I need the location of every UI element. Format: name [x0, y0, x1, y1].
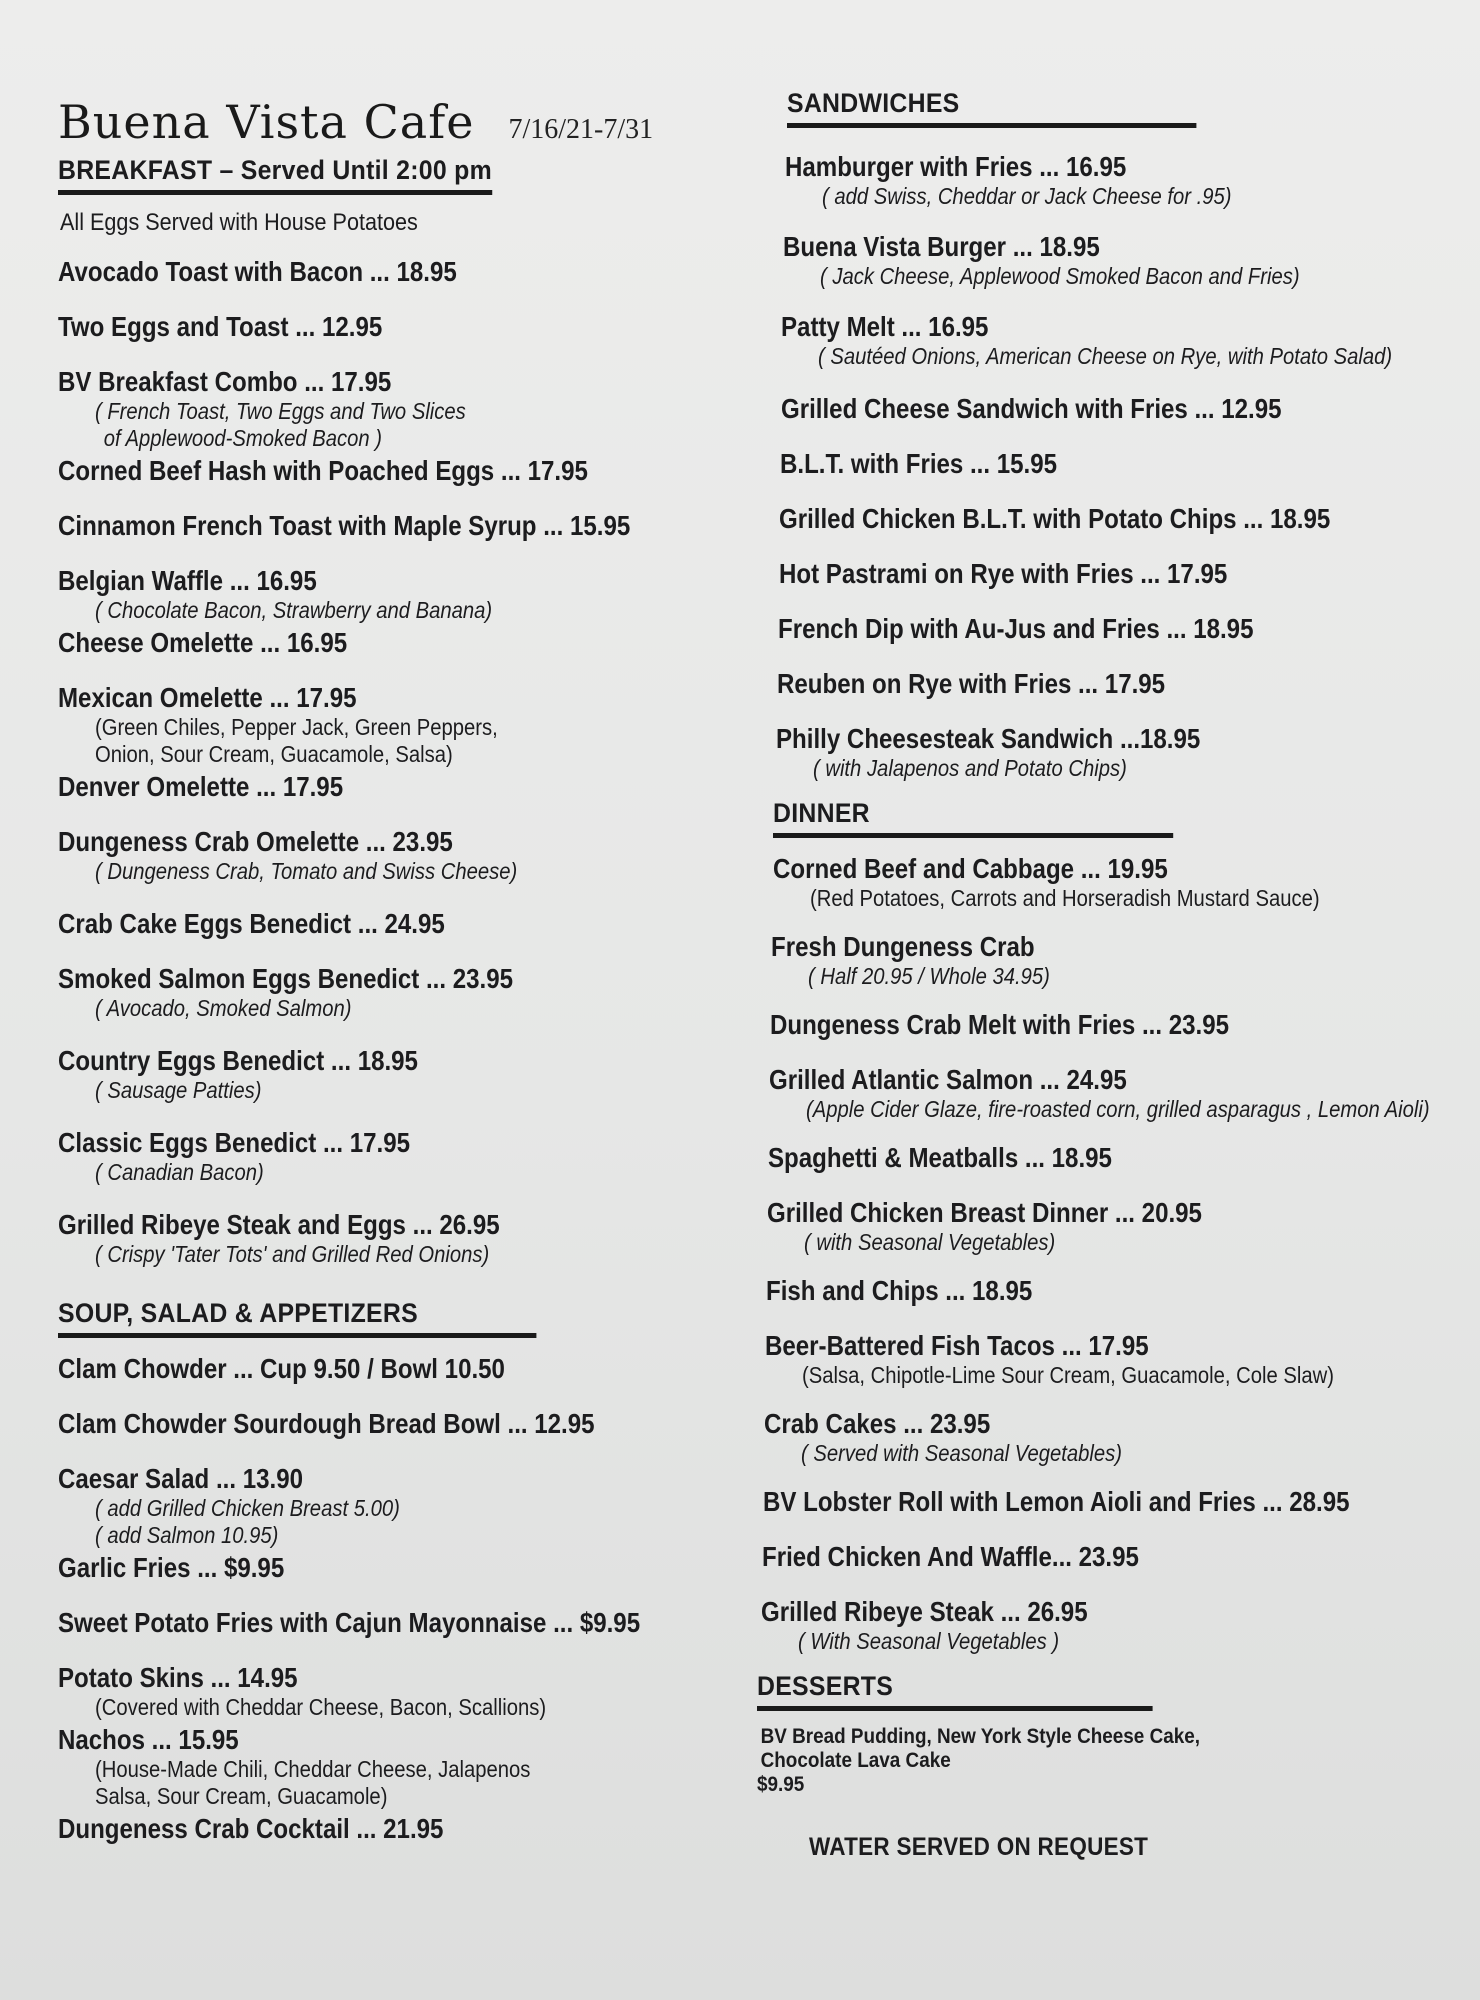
menu-item [58, 1126, 738, 1186]
menu-item [781, 392, 1447, 425]
item-name: Clam Chowder ... Cup 9.50 / Bowl 10.50 [58, 1353, 505, 1384]
menu-item [58, 626, 738, 659]
item-description: ( add Salmon 10.95) [94, 1522, 279, 1548]
menu-item [58, 962, 738, 1022]
menu-item [785, 150, 1447, 210]
item-description: ( Jack Cheese, Applewood Smoked Bacon and Fries) [819, 263, 1300, 289]
menu-item [58, 564, 738, 624]
item-name: Sweet Potato Fries with Cajun Mayonnaise ... $9.95 [58, 1607, 641, 1638]
item-name: Dungeness Crab Omelette ... 23.95 [58, 826, 453, 857]
item-name: Caesar Salad ... 13.90 [58, 1463, 303, 1494]
item-description: (Red Potatoes, Carrots and Horseradish Mustard Sauce) [809, 885, 1320, 911]
menu-item [58, 454, 738, 487]
item-name: Grilled Atlantic Salmon ... 24.95 [769, 1064, 1127, 1095]
item-name: Clam Chowder Sourdough Bread Bowl ... 12.95 [58, 1408, 595, 1439]
item-name: Grilled Ribeye Steak ... 26.95 [761, 1596, 1088, 1627]
item-name: Grilled Ribeye Steak and Eggs ... 26.95 [58, 1209, 500, 1240]
item-description: (Covered with Cheddar Cheese, Bacon, Scallions) [94, 1694, 547, 1720]
item-description: (House-Made Chili, Cheddar Cheese, Jalapenos [94, 1756, 531, 1782]
item-description: ( Avocado, Smoked Salmon) [94, 995, 352, 1021]
item-description: ( Crispy 'Tater Tots' and Grilled Red Onions) [94, 1241, 490, 1267]
menu-item [779, 502, 1447, 535]
menu-item [58, 1044, 738, 1104]
menu-item [763, 1485, 1447, 1518]
menu-item [778, 612, 1447, 645]
item-name: BV Breakfast Combo ... 17.95 [58, 366, 392, 397]
item-description: ( Chocolate Bacon, Strawberry and Banana) [94, 597, 493, 623]
menu-item [58, 1661, 738, 1721]
item-name: Patty Melt ... 16.95 [781, 311, 989, 342]
item-description: Onion, Sour Cream, Guacamole, Salsa) [94, 741, 453, 767]
item-name: Smoked Salmon Eggs Benedict ... 23.95 [58, 963, 513, 994]
menu-item [58, 1606, 738, 1639]
item-name: Dungeness Crab Melt with Fries ... 23.95 [770, 1009, 1229, 1040]
item-name: Crab Cakes ... 23.95 [764, 1408, 991, 1439]
menu-item [58, 681, 738, 768]
item-description: ( Sausage Patties) [94, 1077, 262, 1103]
menu-item [783, 230, 1447, 290]
item-name: Grilled Cheese Sandwich with Fries ... 12.95 [781, 393, 1282, 424]
dessert-price: $9.95 [757, 1773, 805, 1796]
menu-item [777, 667, 1447, 700]
menu-item [58, 907, 738, 940]
item-name: Avocado Toast with Bacon ... 18.95 [58, 256, 457, 287]
item-description: ( With Seasonal Vegetables ) [797, 1628, 1060, 1654]
menu-item [765, 1329, 1447, 1389]
item-name: Potato Skins ... 14.95 [58, 1662, 298, 1693]
cafe-title: Buena Vista Cafe [58, 95, 475, 149]
menu-item [58, 310, 738, 343]
menu-header [58, 95, 738, 149]
item-name: Crab Cake Eggs Benedict ... 24.95 [58, 908, 445, 939]
item-name: Beer-Battered Fish Tacos ... 17.95 [765, 1330, 1149, 1361]
menu-item [58, 1352, 738, 1385]
breakfast-heading: BREAKFAST – Served Until 2:00 pm [58, 155, 492, 195]
menu-item [780, 447, 1447, 480]
menu-item [766, 1274, 1447, 1307]
left-column [58, 95, 738, 1867]
item-name: Cheese Omelette ... 16.95 [58, 627, 348, 658]
item-description: (Apple Cider Glaze, fire-roasted corn, grilled asparagus , Lemon Aioli) [805, 1096, 1430, 1122]
menu-item [58, 1812, 738, 1845]
item-name: BV Lobster Roll with Lemon Aioli and Fries ... 28.95 [763, 1486, 1350, 1517]
menu-item [767, 1196, 1447, 1256]
menu-dates: 7/16/21-7/31 [508, 114, 654, 145]
item-name: Fish and Chips ... 18.95 [766, 1275, 1033, 1306]
dessert-line: Chocolate Lava Cake [760, 1749, 951, 1772]
right-column [757, 88, 1447, 1862]
item-description: (Green Chiles, Pepper Jack, Green Peppers, [94, 714, 498, 740]
item-description: ( with Seasonal Vegetables) [803, 1229, 1056, 1255]
menu-item [776, 722, 1447, 782]
item-description: ( Dungeness Crab, Tomato and Swiss Cheese) [94, 858, 518, 884]
item-name: Cinnamon French Toast with Maple Syrup ... 15.95 [58, 510, 631, 541]
menu-item [773, 852, 1447, 912]
item-description: ( Served with Seasonal Vegetables) [800, 1440, 1122, 1466]
menu-item [769, 1063, 1447, 1123]
item-name: Grilled Chicken B.L.T. with Potato Chips ... 18.95 [779, 503, 1331, 534]
menu-item [762, 1540, 1447, 1573]
item-description: ( French Toast, Two Eggs and Two Slices [94, 398, 466, 424]
item-name: Nachos ... 15.95 [58, 1724, 239, 1755]
sandwiches-heading: SANDWICHES [787, 88, 1196, 128]
item-name: Fresh Dungeness Crab [771, 931, 1035, 962]
menu-item [58, 509, 738, 542]
desserts-heading: DESSERTS [757, 1671, 1153, 1711]
item-name: Buena Vista Burger ... 18.95 [783, 231, 1100, 262]
item-name: Classic Eggs Benedict ... 17.95 [58, 1127, 410, 1158]
menu-item [58, 825, 738, 885]
item-name: Spaghetti & Meatballs ... 18.95 [768, 1142, 1112, 1173]
menu-item [58, 255, 738, 288]
menu-item [779, 557, 1447, 590]
item-name: French Dip with Au-Jus and Fries ... 18.95 [778, 613, 1254, 644]
item-description: (Salsa, Chipotle-Lime Sour Cream, Guacamole, Cole Slaw) [801, 1362, 1335, 1388]
item-description: Salsa, Sour Cream, Guacamole) [94, 1783, 388, 1809]
menu-item [58, 1462, 738, 1549]
menu-item [58, 770, 738, 803]
menu-item [768, 1141, 1447, 1174]
item-name: Corned Beef and Cabbage ... 19.95 [773, 853, 1168, 884]
menu-item [764, 1407, 1447, 1467]
menu-item [781, 310, 1447, 370]
item-name: Philly Cheesesteak Sandwich ...18.95 [776, 723, 1201, 754]
menu-item [58, 1208, 738, 1268]
item-description: ( add Swiss, Cheddar or Jack Cheese for .95) [821, 183, 1232, 209]
menu-item [58, 1407, 738, 1440]
item-name: Dungeness Crab Cocktail ... 21.95 [58, 1813, 444, 1844]
item-name: Hot Pastrami on Rye with Fries ... 17.95 [779, 558, 1228, 589]
menu-item [58, 365, 738, 452]
item-name: Corned Beef Hash with Poached Eggs ... 17.95 [58, 455, 588, 486]
item-name: Grilled Chicken Breast Dinner ... 20.95 [767, 1197, 1202, 1228]
item-name: Two Eggs and Toast ... 12.95 [58, 311, 383, 342]
menu-item [58, 1551, 738, 1584]
item-name: Belgian Waffle ... 16.95 [58, 565, 317, 596]
menu-item [770, 1008, 1447, 1041]
item-name: B.L.T. with Fries ... 15.95 [780, 448, 1058, 479]
menu-item [761, 1595, 1447, 1655]
breakfast-note: All Eggs Served with House Potatoes [60, 209, 418, 236]
item-description: ( Sautéed Onions, American Cheese on Rye, with Potato Salad) [817, 343, 1393, 369]
item-name: Reuben on Rye with Fries ... 17.95 [777, 668, 1166, 699]
menu-item [58, 1723, 738, 1810]
item-name: Mexican Omelette ... 17.95 [58, 682, 357, 713]
item-description: ( add Grilled Chicken Breast 5.00) [94, 1495, 400, 1521]
item-name: Denver Omelette ... 17.95 [58, 771, 344, 802]
soup-salad-heading: SOUP, SALAD & APPETIZERS [58, 1298, 536, 1338]
item-name: Garlic Fries ... $9.95 [58, 1552, 285, 1583]
item-description: ( with Jalapenos and Potato Chips) [812, 755, 1127, 781]
item-name: Fried Chicken And Waffle... 23.95 [762, 1541, 1139, 1572]
item-description: ( Half 20.95 / Whole 34.95) [807, 963, 1050, 989]
item-name: Hamburger with Fries ... 16.95 [785, 151, 1127, 182]
water-notice: WATER SERVED ON REQUEST [809, 1833, 1149, 1861]
item-description: ( Canadian Bacon) [94, 1159, 264, 1185]
item-description: of Applewood-Smoked Bacon ) [103, 425, 383, 451]
menu-item [771, 930, 1447, 990]
item-name: Country Eggs Benedict ... 18.95 [58, 1045, 418, 1076]
dinner-heading: DINNER [773, 798, 1173, 838]
dessert-line: BV Bread Pudding, New York Style Cheese Cake, [760, 1725, 1201, 1748]
